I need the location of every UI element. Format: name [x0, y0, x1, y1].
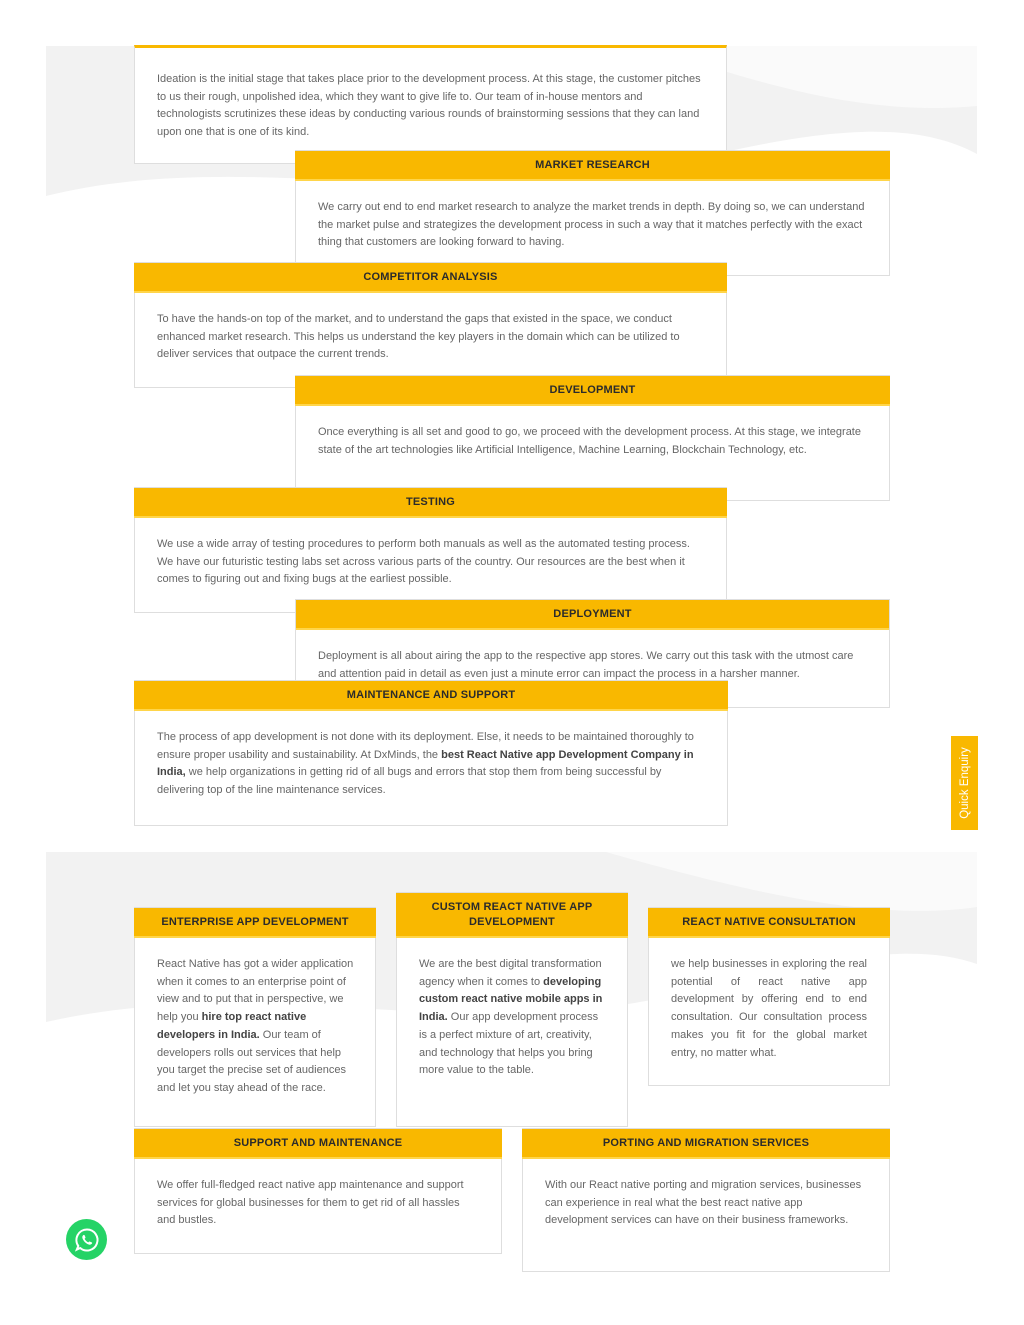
deployment-text: Deployment is all about airing the app to the respective app stores. We carry out this task with the utmost care and attention paid in detail as even just a minute error can impact the process in a harsher manner.	[318, 650, 854, 680]
ideation-card	[134, 45, 727, 164]
porting-migration-header	[522, 1129, 890, 1159]
custom-highlight: developing custom react native mobile apps in India.	[419, 975, 603, 1024]
development-header	[295, 376, 890, 406]
market-research-card	[295, 150, 890, 276]
enterprise-app-title: ENTERPRISE APP DEVELOPMENT	[161, 915, 349, 928]
testing-header	[134, 488, 727, 518]
market-research-title: MARKET RESEARCH	[535, 158, 650, 171]
maintenance-text: The process of app development is not done with its deployment. Else, it needs to be maintained thoroughly to ensure proper usability and sustainability. At DxMinds, the best React Native app Development Company in India, we help organizations in getting rid of all bugs and errors that stop them from being successful by delivering top of the line maintenance services.	[157, 731, 694, 797]
support-maintenance-card	[134, 1128, 502, 1254]
porting-migration-text: With our React native porting and migration services, businesses can experience in real what the best react native app development services can have on their business frameworks.	[545, 1179, 862, 1227]
consultation-title: REACT NATIVE CONSULTATION	[682, 915, 856, 928]
development-text: Once everything is all set and good to go, we proceed with the development process. At this stage, we integrate state of the art technologies like Artificial Intelligence, Machine Learning, Blockchain Technology, etc.	[318, 426, 861, 456]
enterprise-app-card	[134, 907, 376, 1127]
deployment-header	[295, 600, 890, 630]
maintenance-highlight: best React Native app Development Company in India,	[157, 748, 694, 779]
quick-enquiry-label: Quick Enquiry	[958, 747, 971, 819]
support-maintenance-text: We offer full-fledged react native app maintenance and support services for global businesses for them to get rid of all hassles and bustles.	[157, 1179, 464, 1227]
porting-migration-title: PORTING AND MIGRATION SERVICES	[602, 1136, 810, 1149]
custom-app-text: We are the best digital transformation agency when it comes to developing custom react native mobile apps in India. Our app development process is a perfect mixture of art, creativity, and technology that helps you bring more value to the table.	[419, 958, 603, 1077]
custom-app-title: CUSTOM REACT NATIVE APP DEVELOPMENT	[431, 900, 593, 928]
porting-migration-card	[522, 1128, 890, 1272]
development-title: DEVELOPMENT	[549, 383, 636, 396]
competitor-analysis-title: COMPETITOR ANALYSIS	[363, 270, 498, 283]
competitor-analysis-card	[134, 262, 727, 388]
competitor-analysis-header	[134, 263, 727, 293]
testing-text: We use a wide array of testing procedures to perform both manuals as well as the automated testing process. We have our futuristic testing labs set across various parts of the country. Our resources are the best when it comes to figuring out and fixing bugs at the earliest possible.	[157, 538, 690, 586]
custom-app-header	[396, 893, 628, 938]
enterprise-app-text: React Native has got a wider application when it comes to an enterprise point of view and to put that in perspective, we help you hire top react native developers in India. Our team of developers rolls out services that help you target the precise set of audiences and let you stay ahead of the race.	[157, 958, 354, 1094]
competitor-analysis-text: To have the hands-on top of the market, and to understand the gaps that existed in the space, we conduct enhanced market research. This helps us understand the key players in the domain which can be utilized to deliver services that outpace the current trends.	[157, 313, 680, 361]
consultation-card	[648, 907, 890, 1086]
development-card	[295, 375, 890, 501]
maintenance-card	[134, 680, 728, 826]
testing-title: TESTING	[405, 495, 456, 508]
maintenance-header	[134, 681, 728, 711]
enterprise-app-header	[134, 908, 376, 938]
quick-enquiry-tab[interactable]	[951, 736, 978, 830]
deployment-title: DEPLOYMENT	[553, 607, 632, 620]
testing-card	[134, 487, 727, 613]
support-maintenance-header	[134, 1129, 502, 1159]
market-research-header	[295, 151, 890, 181]
custom-app-card	[396, 892, 628, 1127]
consultation-header	[648, 908, 890, 938]
whatsapp-button[interactable]	[66, 1219, 107, 1260]
enterprise-highlight: hire top react native developers in India.	[157, 1011, 307, 1041]
whatsapp-icon	[74, 1227, 100, 1253]
ideation-text: Ideation is the initial stage that takes place prior to the development process. At this stage, the customer pitches to us their rough, unpolished idea, which they want to give life to. Our team of in-house mentors and technologists scrutinizes these ideas by conducting various rounds of brainstorming sessions that they can land upon one that is one of its kind.	[157, 73, 701, 139]
support-maintenance-title: SUPPORT AND MAINTENANCE	[233, 1136, 403, 1149]
market-research-text: We carry out end to end market research to analyze the market trends in depth. By doing so, we can understand the market pulse and strategizes the development process in such a way that it matches perfectly with the exact thing that customers are looking forward to having.	[318, 201, 865, 249]
consultation-text: we help businesses in exploring the real potential of react native app development by offering end to end consultation. Our consultation process makes you fit for the global market entry, no matter what.	[671, 958, 867, 1059]
maintenance-title: MAINTENANCE AND SUPPORT	[346, 688, 516, 701]
